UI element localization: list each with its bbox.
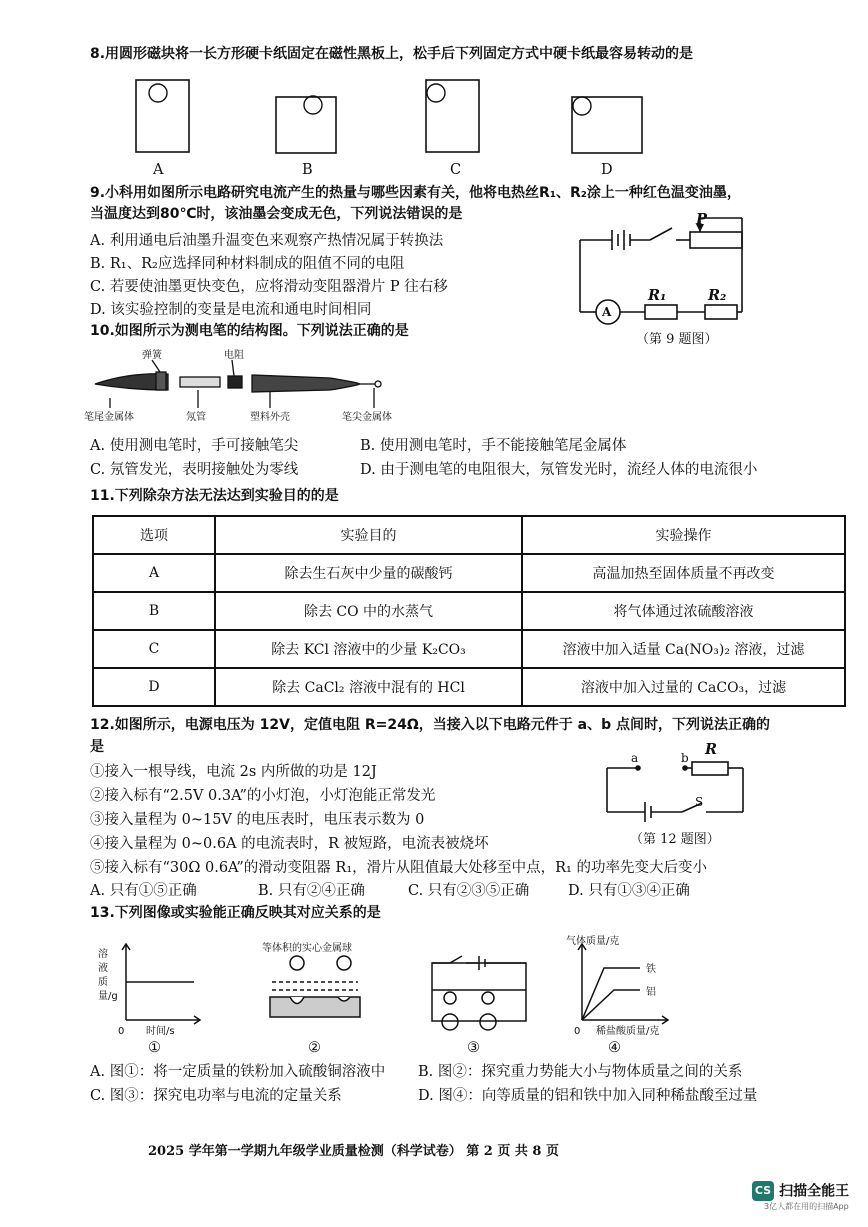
table-cell: 将气体通过浓硫酸溶液 [522,592,845,630]
q13-fig4-xlabel: 稀盐酸质量/克 [596,1026,660,1037]
q9-option-b: B. R₁、R₂应选择同种材料制成的阻值不同的电阻 [90,256,405,272]
q11-stem: 11.下列除杂方法无法达到实验目的的是 [90,488,339,504]
page-footer: 2025 学年第一学期九年级学业质量检测（科学试卷） 第 2 页 共 8 页 [148,1144,559,1159]
table-cell: 除去 CaCl₂ 溶液中混有的 HCl [215,668,522,706]
q13-fig4-ylabel: 气体质量/克 [566,936,620,947]
table-cell: A [93,554,215,592]
q10-option-d: D. 由于测电笔的电阻很大，氖管发光时，流经人体的电流很小 [360,462,758,478]
q10-option-a: A. 使用测电笔时，手可接触笔尖 [90,438,299,454]
q13-fig3-number: ③ [467,1040,480,1056]
q10-label-tail-metal: 笔尾金属体 [84,412,134,423]
q13-fig4-series-aluminum: 铝 [646,987,656,998]
table-cell: C [93,630,215,668]
q12-item-3: ③接入量程为 0~15V 的电压表时，电压表示数为 0 [90,812,425,828]
q13-fig1-number: ① [148,1040,161,1056]
q9-stem-2: 当温度达到80℃时，该油墨会变成无色，下列说法错误的是 [90,206,463,222]
q12-item-2: ②接入标有“2.5V 0.3A”的小灯泡，小灯泡能正常发光 [90,788,436,804]
q13-fig1-ylabel: 溶液质量/g [98,949,118,1002]
q8-label-c: C [450,162,462,178]
q12-option-d: D. 只有①③④正确 [568,883,690,899]
q13-fig4-origin: 0 [574,1026,581,1037]
q9-fig-label-r2: R₂ [708,287,727,304]
q9-fig-label-r1: R₁ [648,287,667,304]
q8-stem: 8.用圆形磁块将一长方形硬卡纸固定在磁性黑板上，松手后下列固定方式中硬卡纸最容易转动的是 [90,46,694,62]
table-cell: 高温加热至固体质量不再改变 [522,554,845,592]
q12-fig-label-s: S [695,795,704,809]
q12-fig-label-b: b [681,751,689,765]
q13-fig2-title: 等体积的实心金属球 [262,943,352,954]
q13-option-c: C. 图③：探究电功率与电流的定量关系 [90,1088,342,1104]
q13-stem: 13.下列图像或实验能正确反映其对应关系的是 [90,905,381,921]
scanner-logo-tagline: 3亿人都在用的扫描App [764,1201,849,1211]
table-cell: 除去生石灰中少量的碳酸钙 [215,554,522,592]
q9-option-d: D. 该实验控制的变量是电流和通电时间相同 [90,302,372,318]
table-cell: 除去 KCl 溶液中的少量 K₂CO₃ [215,630,522,668]
q10-label-tip-metal: 笔尖金属体 [342,412,392,423]
q13-fig1-xlabel: 时间/s [146,1026,175,1037]
q12-option-a: A. 只有①⑤正确 [90,883,197,899]
q10-stem: 10.如图所示为测电笔的结构图。下列说法正确的是 [90,323,409,339]
q9-stem-1: 9.小科用如图所示电路研究电流产生的热量与哪些因素有关，他将电热丝R₁、R₂涂上一种红色温变油墨， [90,185,741,201]
scanner-logo-name: 扫描全能王 [779,1183,850,1200]
q13-fig1-origin: 0 [118,1026,125,1037]
q10-label-plastic-shell: 塑料外壳 [250,412,290,423]
q12-option-b: B. 只有②④正确 [258,883,365,899]
q9-option-a: A. 利用通电后油墨升温变色来观察产热情况属于转换法 [90,233,444,249]
table-cell: 除去 CO 中的水蒸气 [215,592,522,630]
q9-fig-label-ammeter: A [602,305,612,319]
q10-label-spring: 弹簧 [142,350,162,361]
q13-option-d: D. 图④：向等质量的铝和铁中加入同种稀盐酸至过量 [418,1088,758,1104]
table-cell: 溶液中加入过量的 CaCO₃，过滤 [522,668,845,706]
q12-item-4: ④接入量程为 0~0.6A 的电流表时，R 被短路，电流表被烧坏 [90,836,489,852]
q12-fig-label-r: R [705,741,718,758]
q13-fig4-number: ④ [608,1040,621,1056]
q9-option-c: C. 若要使油墨更快变色，应将滑动变阻器滑片 P 往右移 [90,279,448,295]
q8-label-b: B [302,162,313,178]
q12-fig-caption: （第 12 题图） [630,832,720,847]
q10-option-c: C. 氖管发光，表明接触处为零线 [90,462,299,478]
q13-fig4-series-iron: 铁 [646,964,656,975]
q9-fig-label-p: P [696,211,707,228]
scanner-logo [752,1180,849,1212]
q10-option-b: B. 使用测电笔时，手不能接触笔尾金属体 [360,438,627,454]
q12-item-1: ①接入一根导线，电流 2s 内所做的功是 12J [90,764,377,780]
q12-item-5: ⑤接入标有“30Ω 0.6A”的滑动变阻器 R₁，滑片从阻值最大处移至中点，R₁ 的功率先变大后变小 [90,860,707,876]
q13-option-b: B. 图②：探究重力势能大小与物体质量之间的关系 [418,1064,743,1080]
q10-label-neon-tube: 氖管 [186,412,206,423]
table-header: 选项 [93,516,215,554]
scanner-logo-icon: CS [752,1181,774,1201]
table-header: 实验操作 [522,516,845,554]
q12-option-c: C. 只有②③⑤正确 [408,883,530,899]
q9-fig-caption: （第 9 题图） [636,332,718,347]
table-header: 实验目的 [215,516,522,554]
table-cell: B [93,592,215,630]
q10-label-resistor: 电阻 [224,350,244,361]
table-cell: D [93,668,215,706]
table-cell: 溶液中加入适量 Ca(NO₃)₂ 溶液，过滤 [522,630,845,668]
q8-label-a: A [153,162,164,178]
q12-fig-label-a: a [631,751,639,765]
q8-label-d: D [601,162,613,178]
q13-option-a: A. 图①：将一定质量的铁粉加入硫酸铜溶液中 [90,1064,386,1080]
q12-stem-2: 是 [90,739,104,755]
q12-stem-1: 12.如图所示，电源电压为 12V，定值电阻 R=24Ω，当接入以下电路元件于 a、b 点间时，下列说法正确的 [90,717,770,733]
q13-fig2-number: ② [308,1040,321,1056]
